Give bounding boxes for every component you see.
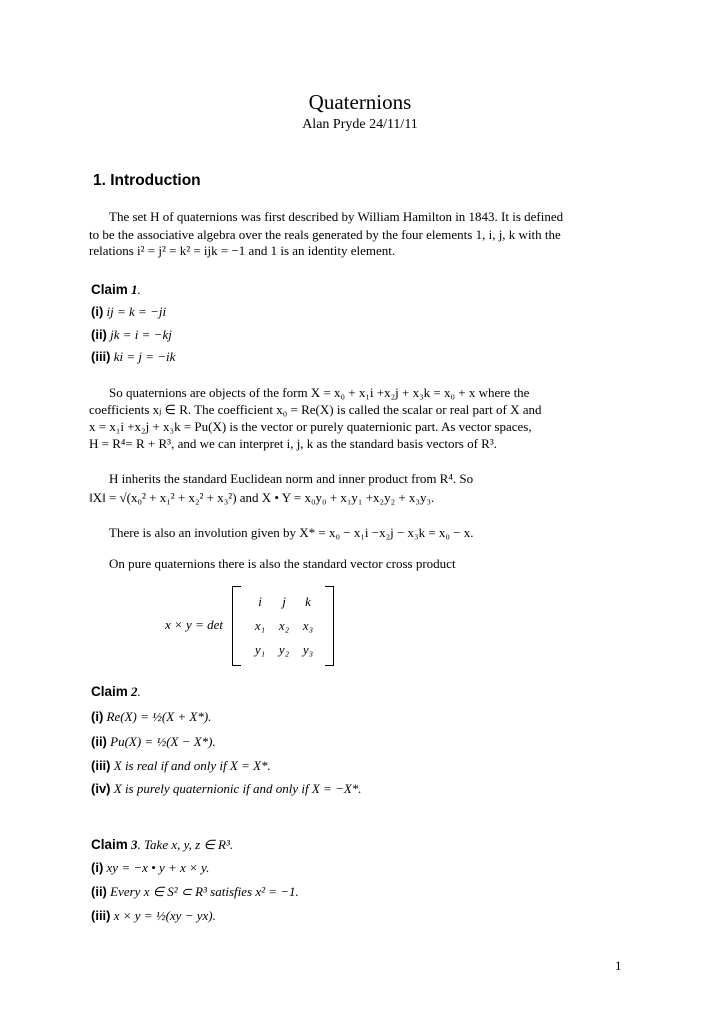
cross-product-line: On pure quaternions there is also the standard vector cross product <box>109 556 456 571</box>
item-text: X is real if and only if X = X*. <box>113 758 271 773</box>
claim-2-item-3 <box>91 757 271 775</box>
claim-2-item-4 <box>91 780 362 798</box>
claim-3-item-2 <box>91 883 299 901</box>
claim-tail: . <box>137 282 141 297</box>
para2-line-3: x = x₁i +x₂j + x₃k = Pu(X) is the vector or purely quaternionic part. As vector spaces, <box>89 419 532 434</box>
page-number: 1 <box>615 958 622 973</box>
item-text: jk = i = −kj <box>110 327 172 342</box>
involution-line: There is also an involution given by X* = x₀ − x₁i −x₂j − x₃k = x₀ − x. <box>109 525 474 540</box>
matrix-cell: x₁ <box>254 618 266 633</box>
intro-line-2: to be the associative algebra over the reals generated by the four elements 1, i, j, k with the <box>89 227 561 242</box>
item-label: (iv) <box>91 781 111 796</box>
claim-1-heading <box>91 281 141 299</box>
determinant-matrix <box>232 586 334 664</box>
item-label: (iii) <box>91 908 111 923</box>
claim-1-item-1 <box>91 303 166 321</box>
document-title: Quaternions <box>308 90 412 114</box>
claim-1-item-2 <box>91 326 172 344</box>
item-label: (iii) <box>91 349 111 364</box>
item-text: Pu(X) = ½(X − X*). <box>110 734 216 749</box>
para2-line-1: So quaternions are objects of the form X = x₀ + x₁i +x₂j + x₃k = x₀ + x where the <box>109 385 530 400</box>
item-text: Every x ∈ S² ⊂ R³ satisfies x² = −1. <box>110 884 299 899</box>
matrix-cell: x₃ <box>302 618 314 633</box>
matrix-cell: j <box>282 594 286 609</box>
cross-product-label: x × y = det <box>165 617 223 632</box>
item-text: x × y = ½(xy − yx). <box>113 908 216 923</box>
para3-line-1: H inherits the standard Euclidean norm and inner product from R⁴. So <box>109 471 474 486</box>
matrix-cell: i <box>258 594 262 609</box>
matrix-cell: y₃ <box>302 642 314 657</box>
para2-line-2: coefficients xⱼ ∈ R. The coefficient x₀ = Re(X) is called the scalar or real part of X and <box>89 402 542 417</box>
claim-1-item-3 <box>91 348 175 366</box>
claim-number: 3 <box>131 837 138 852</box>
item-label: (iii) <box>91 758 111 773</box>
item-label: (i) <box>91 709 104 724</box>
claim-number: 1 <box>131 282 138 297</box>
matrix-cell: y₁ <box>254 642 266 657</box>
claim-2-item-1 <box>91 708 211 726</box>
para2-line-4: H = R⁴= R + R³, and we can interpret i, j, k as the standard basis vectors of R³. <box>89 436 497 451</box>
claim-3-item-1 <box>91 859 209 877</box>
claim-number: 2 <box>131 684 138 699</box>
left-bracket <box>232 586 241 666</box>
claim-tail: . Take x, y, z ∈ R³. <box>137 837 234 852</box>
claim-2-heading <box>91 683 141 701</box>
claim-2-item-2 <box>91 733 216 751</box>
claim-tail: . <box>137 684 141 699</box>
right-bracket <box>325 586 334 666</box>
matrix-cell: y₂ <box>278 642 290 657</box>
item-text: Re(X) = ½(X + X*). <box>106 709 212 724</box>
claim-3-item-3 <box>91 907 216 925</box>
intro-line-1: The set H of quaternions was first described by William Hamilton in 1843. It is defined <box>109 209 564 224</box>
matrix-cell: k <box>305 594 311 609</box>
claim-label: Claim <box>91 684 128 699</box>
claim-label: Claim <box>91 282 128 297</box>
item-label: (i) <box>91 304 104 319</box>
item-text: ij = k = −ji <box>106 304 167 319</box>
item-label: (ii) <box>91 884 107 899</box>
para3-line-2: ‖X‖ = √(x₀² + x₁² + x₂² + x₃²) and X • Y = x₀y₀ + x₁y₁ +x₂y₂ + x₃y₃. <box>89 490 435 505</box>
claim-label: Claim <box>91 837 128 852</box>
item-label: (i) <box>91 860 104 875</box>
item-label: (ii) <box>91 327 107 342</box>
item-text: xy = −x • y + x × y. <box>106 860 210 875</box>
author-date: Alan Pryde 24/11/11 <box>302 117 418 132</box>
intro-line-3: relations i² = j² = k² = ijk = −1 and 1 is an identity element. <box>89 243 396 258</box>
item-label: (ii) <box>91 734 107 749</box>
section-heading: 1. Introduction <box>93 172 201 189</box>
claim-3-heading <box>91 836 233 854</box>
item-text: ki = j = −ik <box>113 349 176 364</box>
item-text: X is purely quaternionic if and only if X = −X*. <box>113 781 362 796</box>
matrix-cell: x₂ <box>278 618 290 633</box>
